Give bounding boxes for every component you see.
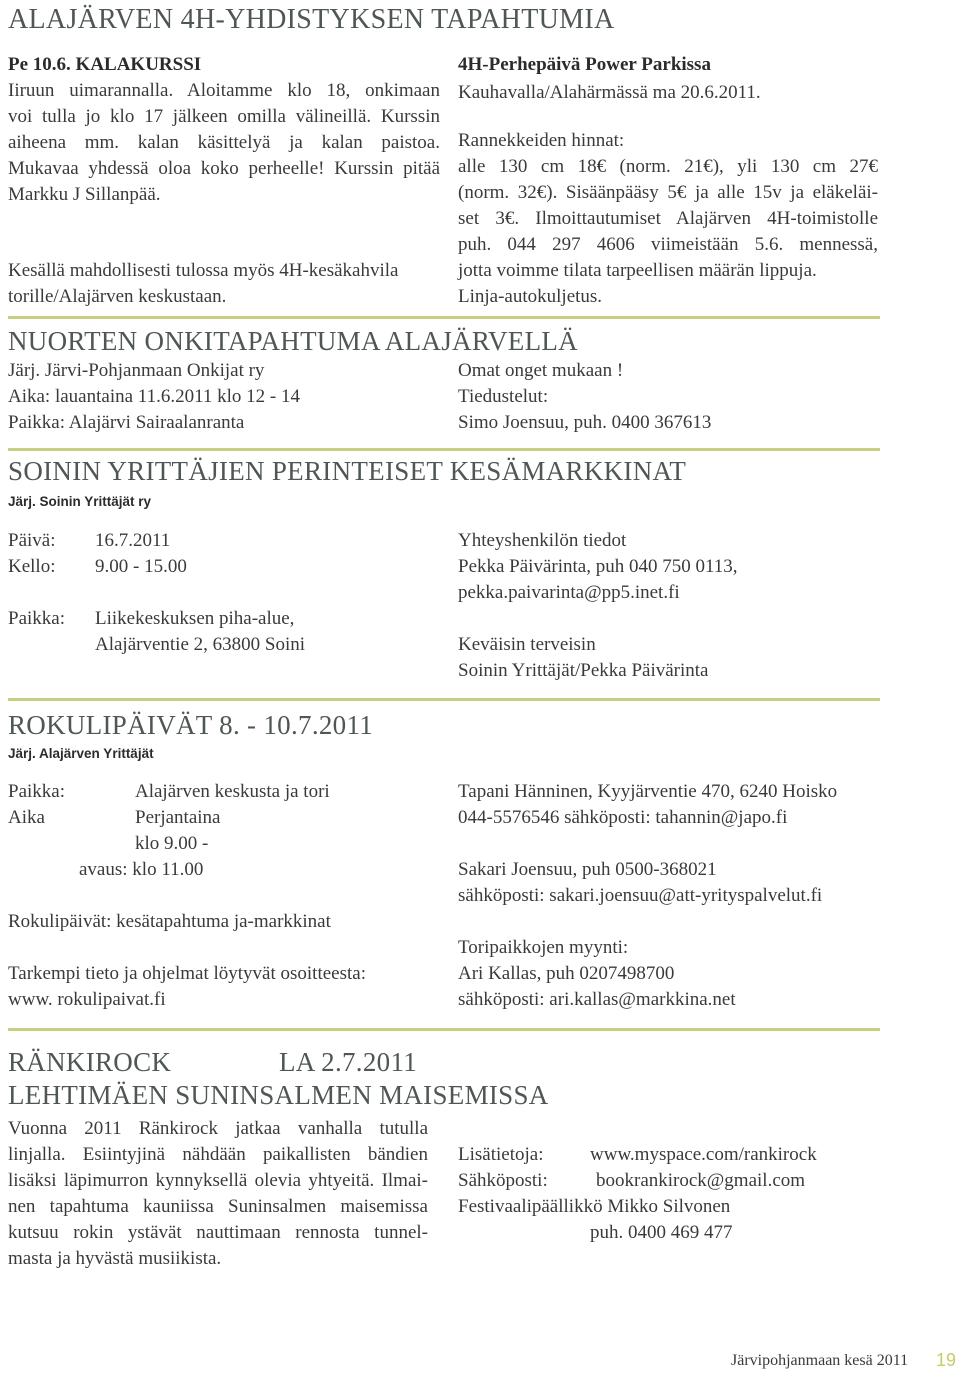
page-title: ALAJÄRVEN 4H-YHDISTYKSEN TAPAHTUMIA — [8, 4, 615, 35]
section-divider — [8, 448, 880, 451]
kalakurssi-extra-line: Kesällä mahdollisesti tulossa myös 4H-kesäkahvila — [8, 260, 399, 281]
rokulipaivat-contact-1 — [458, 779, 837, 831]
onkitapahtuma-heading: NUORTEN ONKITAPAHTUMA ALAJÄRVELLÄ — [8, 326, 578, 356]
kesamarkkinat-greeting-line: Soinin Yrittäjät/Pekka Päivärinta — [458, 660, 709, 681]
kesamarkkinat-greeting — [458, 632, 708, 684]
rokulipaivat-avaus: avaus: klo 11.00 — [79, 859, 204, 880]
rankirock-text — [8, 1116, 428, 1272]
kesamarkkinat-paikka-value: Alajärventie 2, 63800 Soini — [95, 634, 306, 655]
kalakurssi-extra-line: torille/Alajärven keskustaan. — [8, 286, 227, 307]
rokulipaivat-paikka-label: Paikka: — [8, 781, 65, 802]
rokulipaivat-website: www. rokulipaivat.fi — [8, 989, 166, 1010]
kesamarkkinat-paiva-value: 16.7.2011 — [95, 530, 171, 551]
rokulipaivat-contact-line: Sakari Joensuu, puh 0500-368021 — [458, 859, 717, 880]
rankirock-festival-manager: Festivaalipäällikkö Mikko Silvonen — [458, 1196, 731, 1217]
rankirock-lisatietoja-label: Lisätietoja: — [458, 1144, 544, 1165]
rokulipaivat-info: Tarkempi tieto ja ohjelmat löytyvät osoitteesta: — [8, 963, 366, 984]
perhepaiva-line: puh. 044 297 4606 viimeistään 5.6. mennessä, — [458, 234, 878, 255]
section-divider — [8, 316, 880, 319]
kesamarkkinat-kello-value: 9.00 - 15.00 — [95, 556, 187, 577]
rokulipaivat-contact-3 — [458, 935, 736, 1013]
perhepaiva-line: (norm. 32€). Sisäänpääsy 5€ ja alle 15v ja eläkeläi- — [458, 182, 878, 203]
kalakurssi-line: Mukavaa yhdessä oloa koko perheelle! Kurssin pitää — [8, 158, 440, 179]
onkitapahtuma-left-line: Aika: lauantaina 11.6.2011 klo 12 - 14 — [8, 386, 300, 407]
kesamarkkinat-contact-line: pekka.paivarinta@pp5.inet.fi — [458, 582, 680, 603]
perhepaiva-text — [458, 128, 878, 310]
perhepaiva-subline: Kauhavalla/Alahärmässä ma 20.6.2011. — [458, 82, 761, 103]
onkitapahtuma-left-line: Paikka: Alajärvi Sairaalanranta — [8, 412, 245, 433]
kesamarkkinat-paikka-label: Paikka: — [8, 608, 65, 629]
kesamarkkinat-greeting-line: Keväisin terveisin — [458, 634, 596, 655]
onkitapahtuma-right-line: Simo Joensuu, puh. 0400 367613 — [458, 412, 712, 433]
rokulipaivat-contact-line: Toripaikkojen myynti: — [458, 937, 629, 958]
kesamarkkinat-paiva-label: Päivä: — [8, 530, 56, 551]
rokulipaivat-paikka-value: Alajärven keskusta ja tori — [135, 781, 330, 802]
perhepaiva-line: Linja-autokuljetus. — [458, 286, 603, 307]
rokulipaivat-aika-label: Aika — [8, 807, 45, 828]
rankirock-heading: RÄNKIROCK — [8, 1047, 172, 1077]
rankirock-phone: puh. 0400 469 477 — [590, 1222, 733, 1243]
kalakurssi-text — [8, 78, 440, 208]
rokulipaivat-klo-value: klo 9.00 - — [135, 833, 209, 854]
rankirock-line: lisäksi läpimurron kynnyksellä olevia yhtyeitä. Ilmai- — [8, 1170, 428, 1191]
rokulipaivat-aika-value: Perjantaina — [135, 807, 221, 828]
rokulipaivat-contact-line: sähköposti: ari.kallas@markkina.net — [458, 989, 736, 1010]
onkitapahtuma-right-line: Tiedustelut: — [458, 386, 549, 407]
rokulipaivat-organizer: Järj. Alajärven Yrittäjät — [8, 746, 154, 761]
onkitapahtuma-right-line: Omat onget mukaan ! — [458, 360, 624, 381]
kesamarkkinat-contact — [458, 528, 738, 606]
kalakurssi-line: voi tulla jo klo 17 jälkeen omilla välineillä. Kurssin — [8, 106, 440, 127]
kalakurssi-line: Markku J Sillanpää. — [8, 184, 161, 205]
rankirock-sahkoposti-label: Sähköposti: — [458, 1170, 548, 1191]
rokulipaivat-description: Rokulipäivät: kesätapahtuma ja-markkinat — [8, 911, 331, 932]
footer-text: Järvipohjanmaan kesä 2011 — [731, 1352, 909, 1369]
rankirock-line: linjalla. Esiintyjinä nähdään paikallisten bändien — [8, 1144, 428, 1165]
onkitapahtuma-left — [8, 358, 300, 436]
rokulipaivat-heading: ROKULIPÄIVÄT 8. - 10.7.2011 — [8, 710, 374, 740]
kesamarkkinat-contact-line: Pekka Päivärinta, puh 040 750 0113, — [458, 556, 738, 577]
rokulipaivat-contact-2 — [458, 857, 822, 909]
page-number: 19 — [936, 1350, 957, 1370]
kalakurssi-line: aiheena mm. kalan käsittelyä ja kalan paistoa. — [8, 132, 440, 153]
kesamarkkinat-heading: SOININ YRITTÄJIEN PERINTEISET KESÄMARKKINAT — [8, 456, 687, 486]
rankirock-email: bookrankirock@gmail.com — [596, 1170, 806, 1191]
kesamarkkinat-paikka-value: Liikekeskuksen piha-alue, — [95, 608, 295, 629]
rankirock-line: kutsuu rokin ystävät nauttimaan rennosta tunnel- — [8, 1222, 428, 1243]
section-divider — [8, 1028, 880, 1031]
kalakurssi-heading: Pe 10.6. KALAKURSSI — [8, 54, 202, 75]
onkitapahtuma-right — [458, 358, 711, 436]
perhepaiva-line: set 3€. Ilmoittautumiset Alajärven 4H-toimistolle — [458, 208, 878, 229]
section-divider — [8, 698, 880, 701]
kesamarkkinat-kello-label: Kello: — [8, 556, 56, 577]
perhepaiva-line: jotta voimme tilata tarpeellisen määrän lippuja. — [458, 260, 817, 281]
kesamarkkinat-organizer: Järj. Soinin Yrittäjät ry — [8, 494, 152, 509]
rankirock-line: Vuonna 2011 Ränkirock jatkaa vanhalla tutulla — [8, 1118, 428, 1139]
rokulipaivat-contact-line: 044-5576546 sähköposti: tahannin@japo.fi — [458, 807, 788, 828]
rankirock-subheading: LEHTIMÄEN SUNINSALMEN MAISEMISSA — [8, 1080, 549, 1110]
rokulipaivat-contact-line: Ari Kallas, puh 0207498700 — [458, 963, 675, 984]
rokulipaivat-contact-line: Tapani Hänninen, Kyyjärventie 470, 6240 Hoisko — [458, 781, 838, 802]
rokulipaivat-contact-line: sähköposti: sakari.joensuu@att-yrityspalvelut.fi — [458, 885, 823, 906]
perhepaiva-heading: 4H-Perhepäivä Power Parkissa — [458, 54, 711, 75]
onkitapahtuma-left-line: Järj. Järvi-Pohjanmaan Onkijat ry — [8, 360, 265, 381]
rankirock-website: www.myspace.com/rankirock — [590, 1144, 817, 1165]
perhepaiva-line: Rannekkeiden hinnat: — [458, 130, 625, 151]
rankirock-date: LA 2.7.2011 — [279, 1047, 418, 1077]
rankirock-line: masta ja hyvästä musiikista. — [8, 1248, 222, 1269]
kalakurssi-line: Iiruun uimarannalla. Aloitamme klo 18, onkimaan — [8, 80, 440, 101]
rankirock-line: nen tapahtuma kauniissa Suninsalmen maisemissa — [8, 1196, 428, 1217]
kalakurssi-extra — [8, 258, 440, 310]
perhepaiva-line: alle 130 cm 18€ (norm. 21€), yli 130 cm 27€ — [458, 156, 878, 177]
kesamarkkinat-contact-line: Yhteyshenkilön tiedot — [458, 530, 627, 551]
